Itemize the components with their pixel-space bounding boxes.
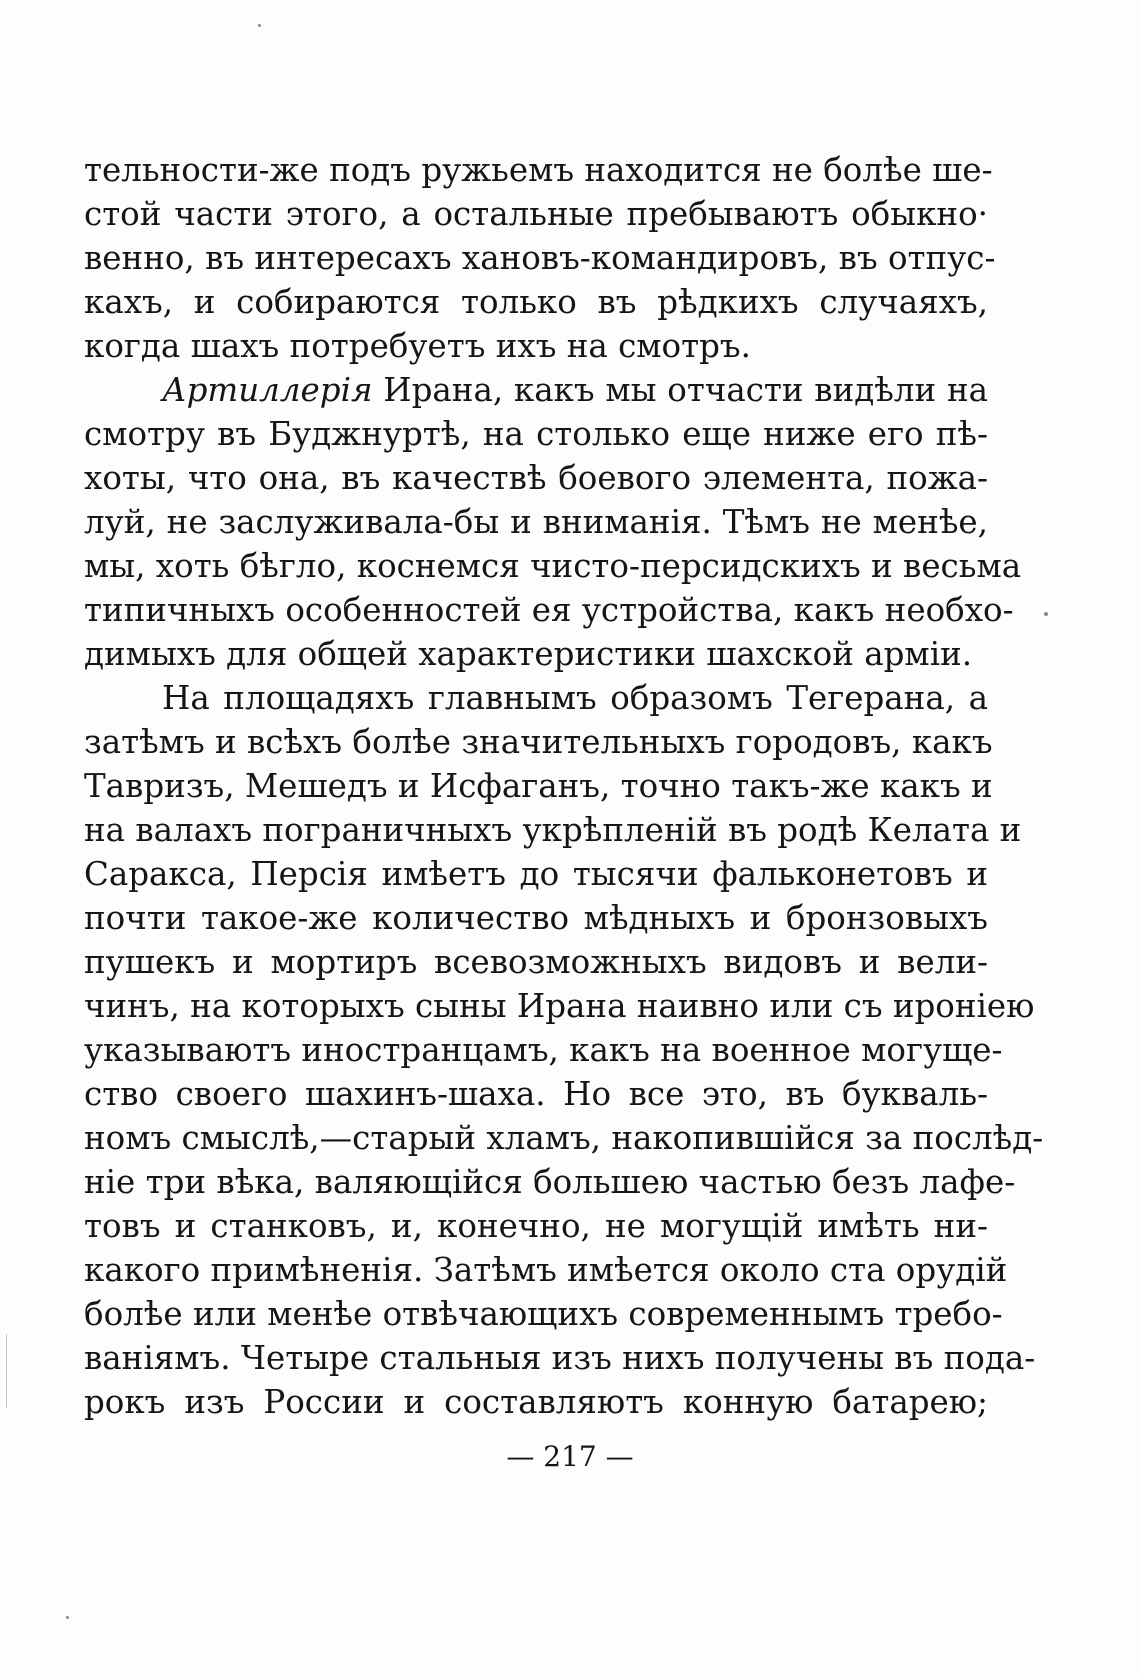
text-line: указываютъ иностранцамъ, какъ на военное могуще- xyxy=(84,1031,1003,1069)
paragraph-start-line: На площадяхъ главнымъ образомъ Тегерана, а xyxy=(162,679,988,717)
text-line: товъ и станковъ, и, конечно, не могущій имѣть ни- xyxy=(84,1207,988,1245)
text-line: ніе три вѣка, валяющійся большею частью безъ лафе- xyxy=(84,1163,1016,1201)
paragraph-start-line xyxy=(84,368,988,412)
text-line: мы, хоть бѣгло, коснемся чисто-персидскихъ и весьма xyxy=(84,547,1022,585)
text-line: смотру въ Буджнуртѣ, на столько еще ниже его пѣ- xyxy=(84,415,988,453)
text-line: стой части этого, а остальные пребываютъ обыкно· xyxy=(84,195,988,233)
text-line: пушекъ и мортиръ всевозможныхъ видовъ и вели- xyxy=(84,943,988,981)
text-line: типичныхъ особенностей ея устройства, какъ необхо- xyxy=(84,591,1014,629)
text-fragment: Ирана, какъ мы отчасти видѣли на xyxy=(383,371,988,409)
text-line: ство своего шахинъ-шаха. Но все это, въ букваль- xyxy=(84,1075,988,1113)
page-number: — 217 — xyxy=(506,1440,634,1473)
text-line: ваніямъ. Четыре стальныя изъ нихъ получены въ пода- xyxy=(84,1339,1036,1377)
text-line: Тавризъ, Мешедъ и Исфаганъ, точно такъ-же какъ и xyxy=(84,767,993,805)
text-line: Саракса, Персія имѣетъ до тысячи фальконетовъ и xyxy=(84,855,988,893)
text-line: какого примѣненія. Затѣмъ имѣется около ста орудій xyxy=(84,1251,1008,1289)
text-line: когда шахъ потребуетъ ихъ на смотръ. xyxy=(84,327,751,365)
scan-speck xyxy=(66,1616,69,1619)
text-line: венно, въ интересахъ хановъ-командировъ, въ отпус- xyxy=(84,239,996,277)
text-line: чинъ, на которыхъ сыны Ирана наивно или съ ироніею xyxy=(84,987,1035,1025)
text-line: тельности-же подъ ружьемъ находится не болѣе ше- xyxy=(84,151,993,189)
text-line: почти такое-же количество мѣдныхъ и бронзовыхъ xyxy=(84,899,988,937)
scan-speck xyxy=(258,24,261,27)
artillery-term: Артиллерія xyxy=(162,371,373,409)
scan-edge-mark xyxy=(6,1334,7,1408)
scan-speck xyxy=(1044,612,1048,616)
text-line: затѣмъ и всѣхъ болѣе значительныхъ городовъ, какъ xyxy=(84,723,993,761)
text-line: на валахъ пограничныхъ укрѣпленій въ родѣ Келата и xyxy=(84,811,1022,849)
text-line: рокъ изъ России и составляютъ конную батарею; xyxy=(84,1383,988,1421)
text-line: номъ смыслѣ,—старый хламъ, накопившійся за послѣд- xyxy=(84,1119,1044,1157)
body-text xyxy=(84,148,1044,1424)
text-line: луй, не заслуживала-бы и вниманія. Тѣмъ не менѣе, xyxy=(84,503,988,541)
text-line: хоты, что она, въ качествѣ боевого элемента, пожа- xyxy=(84,459,988,497)
text-line: болѣе или менѣе отвѣчающихъ современнымъ требо- xyxy=(84,1295,1003,1333)
text-line: димыхъ для общей характеристики шахской арміи. xyxy=(84,635,973,673)
text-line: кахъ, и собираются только въ рѣдкихъ случаяхъ, xyxy=(84,283,988,321)
